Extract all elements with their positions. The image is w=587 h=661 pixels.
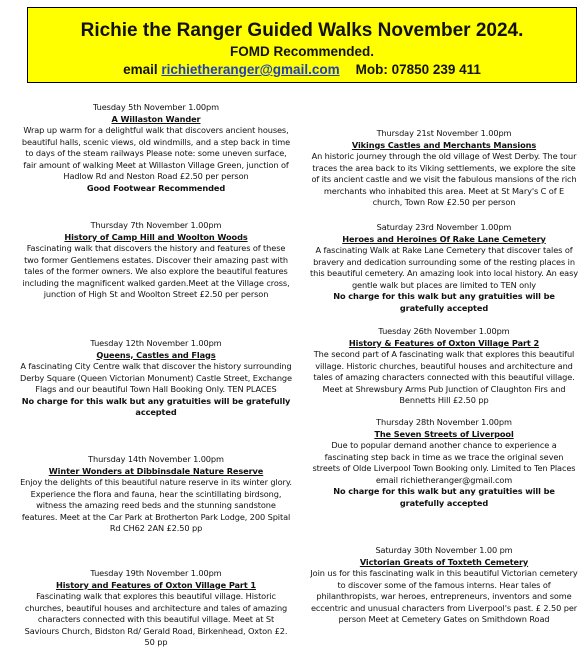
- event-date: Thursday 21st November 1.00pm: [376, 128, 512, 138]
- event-item: [20, 338, 292, 419]
- event-title: The Seven Streets of Liverpool: [374, 428, 514, 439]
- event-title: History and Features of Oxton Village Part 1: [55, 579, 257, 590]
- event-date: Tuesday 5th November 1.00pm: [92, 102, 220, 112]
- event-item: [310, 326, 578, 407]
- event-title: Vikings Castles and Merchants Mansions: [351, 139, 537, 150]
- event-date: Tuesday 19th November 1.00pm: [90, 568, 222, 578]
- event-title: Victorian Greats of Toxteth Cemetery: [359, 556, 529, 567]
- event-item: [310, 545, 578, 626]
- event-date: Thursday 14th November 1.00pm: [88, 454, 224, 464]
- event-item: [20, 454, 292, 535]
- event-description: An historic journey through the old village of West Derby. The tour traces the area back to its Viking settlements, we explore the site of its ancient castle and we visit the fabulous mansions of the rich merchants who inhabited this area. Meet at St Mary's C of E church, Town Row £2.50 per person: [311, 151, 577, 207]
- page-title: Richie the Ranger Guided Walks November 2024.: [80, 20, 524, 41]
- event-date: Tuesday 26th November 1.00pm: [378, 326, 510, 336]
- event-description: Fascinating walk that discovers the history and features of these two former Gentlemens estates. Discover their amazing past with tales of the former owners. We also explore the beautiful features including the magnificent walked garden.Meet at the Village cross, junction of High St and Woolton Street £2.50 per person: [22, 243, 290, 299]
- event-note: No charge for this walk but any gratuities will be gratefully accepted: [333, 291, 555, 313]
- event-title: History & Features of Oxton Village Part 2: [348, 337, 540, 348]
- event-description: The second part of A fascinating walk that explores this beautiful village. Historic churches, beautiful houses and architecture and tales of amazing characters connected with this beautiful village. Meet at Shrewsbury Arms Pub Junction of Claughton Firs and Bennetts Hill £2.50 pp: [313, 349, 575, 405]
- event-note: No charge for this walk but any gratuities will be gratefully accepted: [333, 486, 555, 508]
- phone-number: Mob: 07850 239 411: [355, 62, 481, 77]
- event-description: A fascinating City Centre walk that discover the history surrounding Derby Square (Queen Victorian Monument) Castle Street, Exchange Flags and our beautiful Town Hall Booking Only. TEN PLACES: [20, 361, 292, 394]
- event-item: [310, 417, 578, 509]
- event-note: Good Footwear Recommended: [86, 182, 226, 193]
- event-description: Fascinating walk that explores this beautiful village. Historic churches, beautiful houses and architecture and tales of amazing characters connected with this beautiful village. Meet at St Saviours Church, Bidston Rd/ Gerald Road, Birkenhead, Oxton £2. 50 pp: [24, 591, 288, 647]
- event-date: Saturday 30th November 1.00 pm: [375, 545, 513, 555]
- event-item: [310, 222, 578, 314]
- event-title: Winter Wonders at Dibbinsdale Nature Reserve: [48, 465, 264, 476]
- event-title: Heroes and Heroines Of Rake Lane Cemetery: [342, 233, 546, 244]
- event-description: Join us for this fascinating walk in this beautiful Victorian cemetery to discover some of the famous interns. Hear tales of philanthropists, war heroes, entrepreneurs, inventors and some eccentric and unusual characters from Liverpool's past. £ 2.50 per person Meet at Cemetery Gates on Smithdown Road: [310, 568, 578, 624]
- header-banner: [27, 7, 577, 83]
- event-date: Tuesday 12th November 1.00pm: [90, 338, 222, 348]
- event-description: Enjoy the delights of this beautiful nature reserve in its winter glory. Experience the flora and fauna, hear the scintillating birdsong, witness the amazing reed beds and the stunning sandstone features. Meet at the Car Park at Brotherton Park Lodge, 200 Spital Rd CH62 2AN £2.50 pp: [20, 477, 292, 533]
- event-date: Saturday 23rd November 1.00pm: [376, 222, 512, 232]
- event-description: Wrap up warm for a delightful walk that discovers ancient houses, beautiful halls, scenic views, old windmills, and a step back in time to days of the steam railways Please note: some uneven surface, fair amount of walking Meet at Willaston Village Green, junction of Hadlow Rd and Neston Road £2.50 per person: [21, 125, 291, 181]
- event-item: [20, 102, 292, 194]
- event-title: A Willaston Wander: [111, 113, 201, 124]
- event-description: Due to popular demand another chance to experience a fascinating step back in time as we trace the original seven streets of Olde Liverpool Town Booking only. Limited to Ten Places email richietheranger@gmail.com: [312, 440, 576, 485]
- event-title: Queens, Castles and Flags: [96, 349, 216, 360]
- page-subtitle: FOMD Recommended.: [229, 44, 375, 59]
- event-description: A fascinating Walk at Rake Lane Cemetery that discover tales of bravery and dedication surrounding some of the resting places in this beautiful cemetery. An amazing look into local history. An easy gentle walk but places are limited to TEN only: [310, 245, 578, 290]
- contact-line: [28, 61, 576, 79]
- event-item: [20, 220, 292, 301]
- event-date: Thursday 28th November 1.00pm: [376, 417, 512, 427]
- email-link[interactable]: richietheranger@gmail.com: [161, 62, 340, 77]
- event-title: History of Camp Hill and Woolton Woods: [64, 231, 248, 242]
- event-date: Thursday 7th November 1.00pm: [90, 220, 222, 230]
- email-label: email: [123, 62, 158, 77]
- event-item: [20, 568, 292, 649]
- event-item: [310, 128, 578, 209]
- event-note: No charge for this walk but any gratuities will be gratefully accepted: [21, 395, 291, 417]
